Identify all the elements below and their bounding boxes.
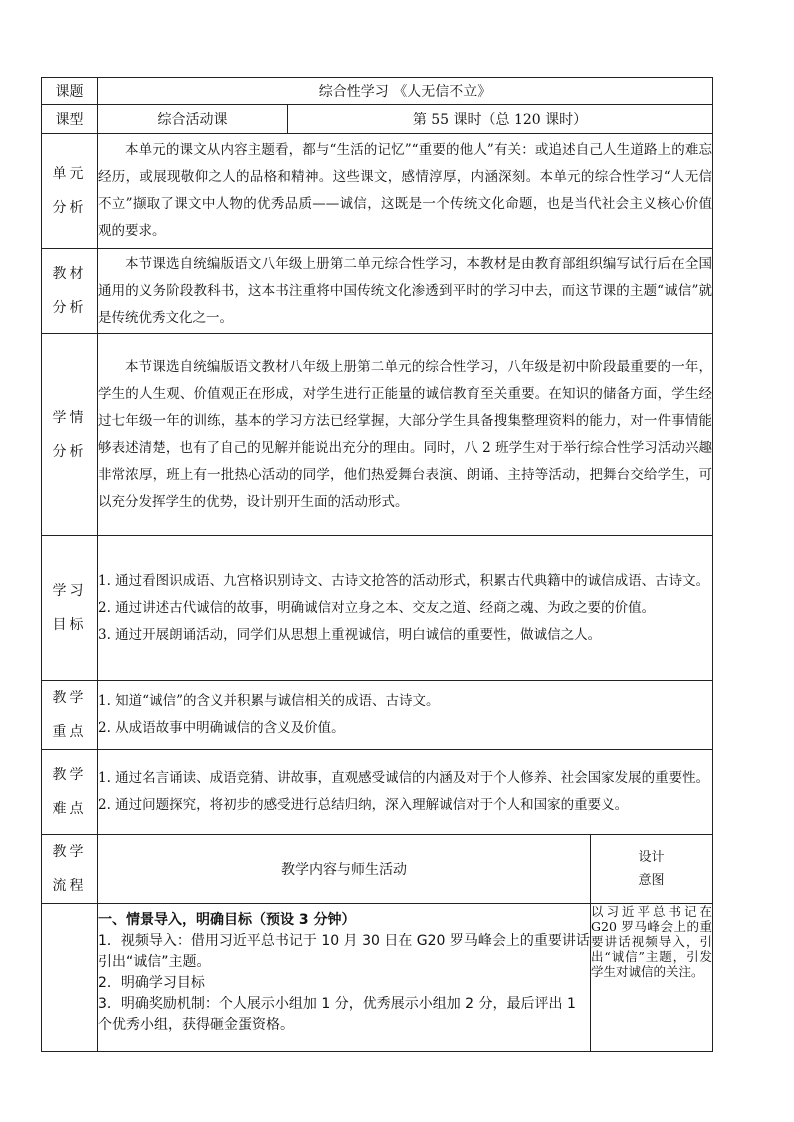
objectives-text	[98, 536, 713, 681]
objectives-row	[42, 536, 713, 681]
topic-value: 综合性学习 《人无信不立》	[98, 78, 713, 105]
process-label: 教学 流程	[42, 835, 98, 904]
difficulties-row	[42, 750, 713, 835]
type-row	[42, 105, 713, 134]
key-points-label: 教学 重点	[42, 681, 98, 750]
topic-label: 课题	[42, 78, 98, 105]
design-header: 设计 意图	[591, 835, 713, 904]
process-step: 2．明确学习目标	[98, 975, 205, 991]
lesson-plan-table	[41, 77, 713, 1052]
process-header-row	[42, 835, 713, 904]
type-label: 课型	[42, 105, 98, 134]
process-blank-cell	[42, 904, 98, 1052]
key-point-item: 1. 知道“诚信”的含义并积累与诚信相关的成语、古诗文。	[98, 693, 440, 709]
objective-item: 1. 通过看图识成语、九宫格识别诗文、古诗文抢答的活动形式，积累古代典籍中的诚信成语、古诗文。	[98, 572, 710, 589]
process-step: 1．视频导入：借用习近平总书记于 10 月 30 日在 G20 罗马峰会上的重要讲话引出“诚信”主题。	[98, 933, 590, 970]
objective-item: 2. 通过讲述古代诚信的故事，明确诚信对立身之本、交友之道、经商之魂、为政之要的价值。	[98, 599, 656, 616]
textbook-analysis-row	[42, 249, 713, 334]
difficulty-item: 2. 通过问题探究，将初步的感受进行总结归纳，深入理解诚信对于个人和国家的重要义。	[98, 797, 629, 813]
key-point-item: 2. 从成语故事中明确诚信的含义及价值。	[98, 720, 345, 736]
unit-analysis-row	[42, 134, 713, 249]
difficulties-text	[98, 750, 713, 835]
section-title: 一、情景导入，明确目标（预设 3 分钟）	[98, 912, 356, 928]
objective-item: 3. 通过开展朗诵活动，同学们从思想上重视诚信，明白诚信的重要性，做诚信之人。	[98, 626, 602, 643]
student-analysis-label: 学情 分析	[42, 334, 98, 536]
design-note: 以习近平总书记在 G20 罗马峰会上的重要讲话视频导入，引出“诚信”主题，引发学生对诚信的关注。	[591, 904, 713, 1052]
content-header: 教学内容与师生活动	[98, 835, 591, 904]
objectives-label: 学习 目标	[42, 536, 98, 681]
student-analysis-row	[42, 334, 713, 536]
difficulty-item: 1. 通过名言诵读、成语竞猜、讲故事，直观感受诚信的内涵及对于个人修养、社会国家发展的重要性。	[98, 770, 710, 786]
difficulties-label: 教学 难点	[42, 750, 98, 835]
unit-analysis-text: 本单元的课文从内容主题看，都与“生活的记忆”“重要的他人”有关：或追述自己人生道路上的难忘经历，或展现敬仰之人的品格和精神。这些课文，感情淳厚，内涵深刻。本单元的综合性学习“人无信不立”撷取了课文中人物的优秀品质——诚信，这既是一个传统文化命题，也是当代社会主义核心价值观的要求。	[98, 134, 713, 249]
type-value: 综合活动课	[98, 105, 288, 134]
unit-analysis-label: 单元 分析	[42, 134, 98, 249]
key-points-text	[98, 681, 713, 750]
student-analysis-text: 本节课选自统编版语文教材八年级上册第二单元的综合性学习，八年级是初中阶段最重要的一年，学生的人生观、价值观正在形成，对学生进行正能量的诚信教育至关重要。在知识的储备方面，学生经过七年级一年的训练，基本的学习方法已经掌握，大部分学生具备搜集整理资料的能力，对一件事情能够表述清楚，也有了自己的见解并能说出充分的理由。同时，八 2 班学生对于举行综合性学习活动兴趣非常浓厚，班上有一批热心活动的同学，他们热爱舞台表演、朗诵、主持等活动，把舞台交给学生，可以充分发挥学生的优势，设计别开生面的活动形式。	[98, 334, 713, 536]
topic-row	[42, 78, 713, 105]
lesson-number: 第 55 课时（总 120 课时）	[288, 105, 713, 134]
process-content	[98, 904, 591, 1052]
textbook-analysis-label: 教材 分析	[42, 249, 98, 334]
key-points-row	[42, 681, 713, 750]
process-content-row	[42, 904, 713, 1052]
process-step: 3．明确奖励机制：个人展示小组加 1 分，优秀展示小组加 2 分，最后评出 1 个优秀小组，获得砸金蛋资格。	[98, 996, 576, 1033]
textbook-analysis-text: 本节课选自统编版语文八年级上册第二单元综合性学习，本教材是由教育部组织编写试行后在全国通用的义务阶段教科书，这本书注重将中国传统文化渗透到平时的学习中去，而这节课的主题“诚信”就是传统优秀文化之一。	[98, 249, 713, 334]
